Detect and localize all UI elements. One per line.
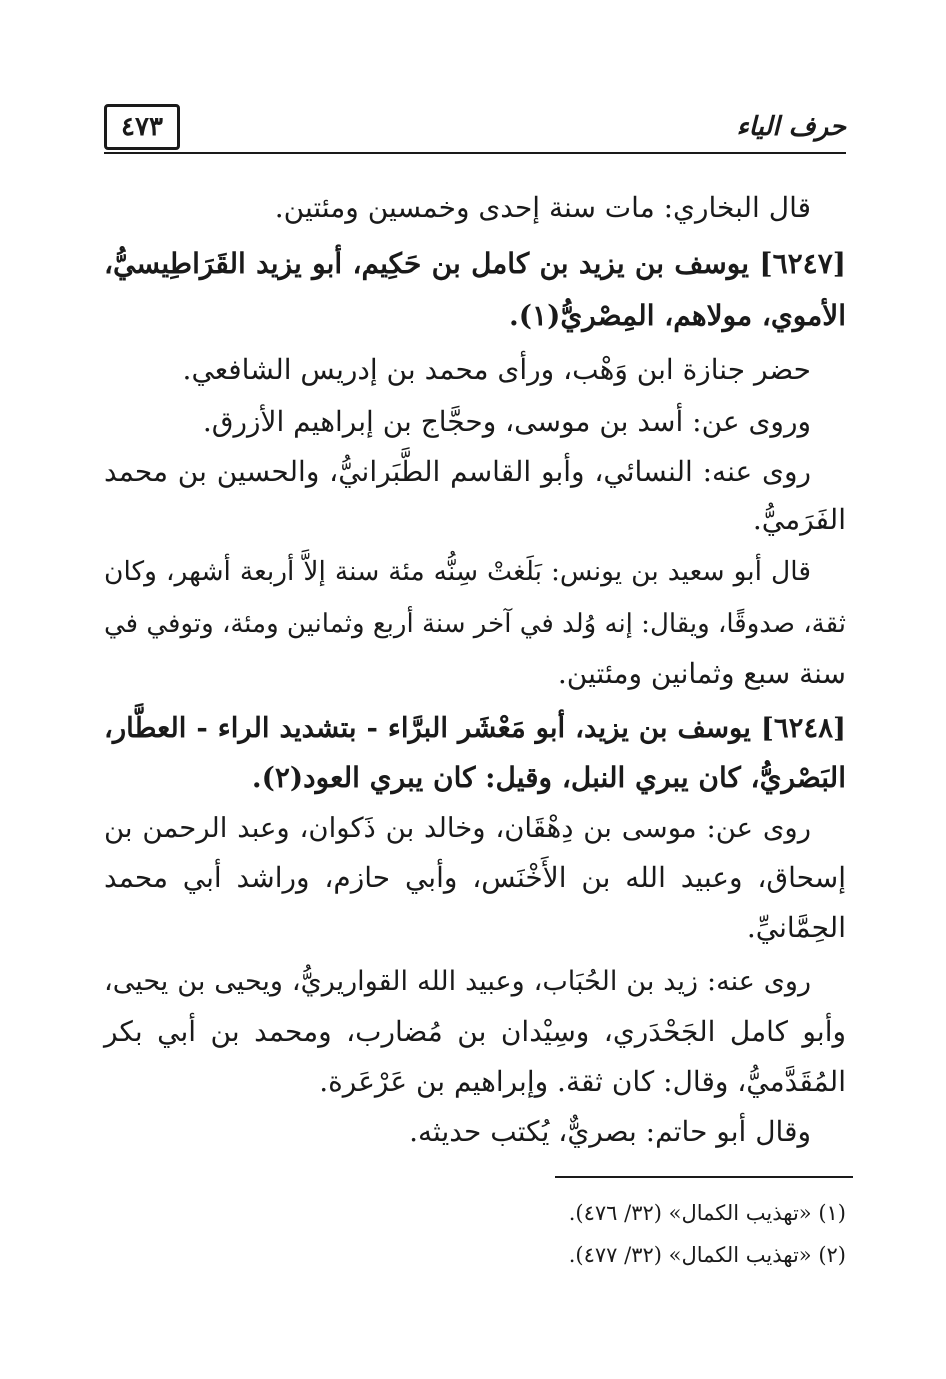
text-line-19: وقال أبو حاتم: بصريٌّ، يُكتب حديثه. [409, 1115, 811, 1148]
footnote-1: (١) «تهذيب الكمال» (٣٢/ ٤٧٦). [568, 1201, 846, 1225]
text-line-13: روى عن: موسى بن دِهْقَان، وخالد بن ذَكوان، وعبد الرحمن بن [104, 812, 811, 844]
text-line-8: قال أبو سعيد بن يونس: بَلَغتْ سِنُّه مئة سنة إلاَّ أربعة أشهر، وكان [104, 556, 811, 587]
text-line-18: المُقَدَّميُّ، وقال: كان ثقة. وإبراهيم بن عَرْعَرة. [319, 1065, 846, 1098]
text-line-4: حضر جنازة ابن وَهْب، ورأى محمد بن إدريس الشافعي. [182, 353, 811, 386]
text-line-15: الحِمَّانيِّ. [746, 911, 846, 944]
text-line-9: ثقة، صدوقًا، ويقال: إنه وُلد في آخر سنة أربع وثمانين ومئة، وتوفي في [104, 609, 846, 639]
text-line-16: روى عنه: زيد بن الحُبَاب، وعبيد الله القواريريُّ، ويحيى بن يحيى، [104, 966, 811, 997]
entry-heading-6247-cont: الأموي، مولاهم، المِصْريُّ(١). [509, 299, 846, 332]
running-header-title: حرف الياء [736, 112, 846, 142]
footnote-2: (٢) «تهذيب الكمال» (٣٢/ ٤٧٧). [568, 1243, 846, 1267]
text-line-7: الفَرَميُّ. [752, 503, 846, 536]
page-number-box: ٤٧٣ [104, 104, 180, 150]
footnote-rule [555, 1176, 853, 1178]
text-line-1: قال البخاري: مات سنة إحدى وخمسين ومئتين. [274, 191, 811, 224]
entry-heading-6247: [٦٢٤٧] يوسف بن يزيد بن كامل بن حَكِيم، أبو يزيد القَرَاطِيسيُّ، [104, 247, 846, 280]
entry-heading-6248-cont: البَصْريُّ، كان يبري النبل، وقيل: كان يبري العود(٢). [251, 761, 846, 794]
text-line-6: روى عنه: النسائي، وأبو القاسم الطَّبَرانيُّ، والحسين بن محمد [104, 455, 811, 488]
entry-heading-6248: [٦٢٤٨] يوسف بن يزيد، أبو مَعْشَر البرَّاء - بتشديد الراء - العطَّار، [104, 712, 846, 744]
text-line-10: سنة سبع وثمانين ومئتين. [557, 657, 846, 690]
header-rule [104, 152, 846, 154]
text-line-14: إسحاق، وعبيد الله بن الأَخْنَس، وأبي حازم، وراشد أبي محمد [104, 861, 846, 894]
text-line-17: وأبو كامل الجَحْدَري، وسِيْدان بن مُضارب، ومحمد بن أبي بكر [104, 1015, 846, 1048]
text-line-5: وروى عن: أسد بن موسى، وحجَّاج بن إبراهيم الأزرق. [202, 405, 811, 438]
